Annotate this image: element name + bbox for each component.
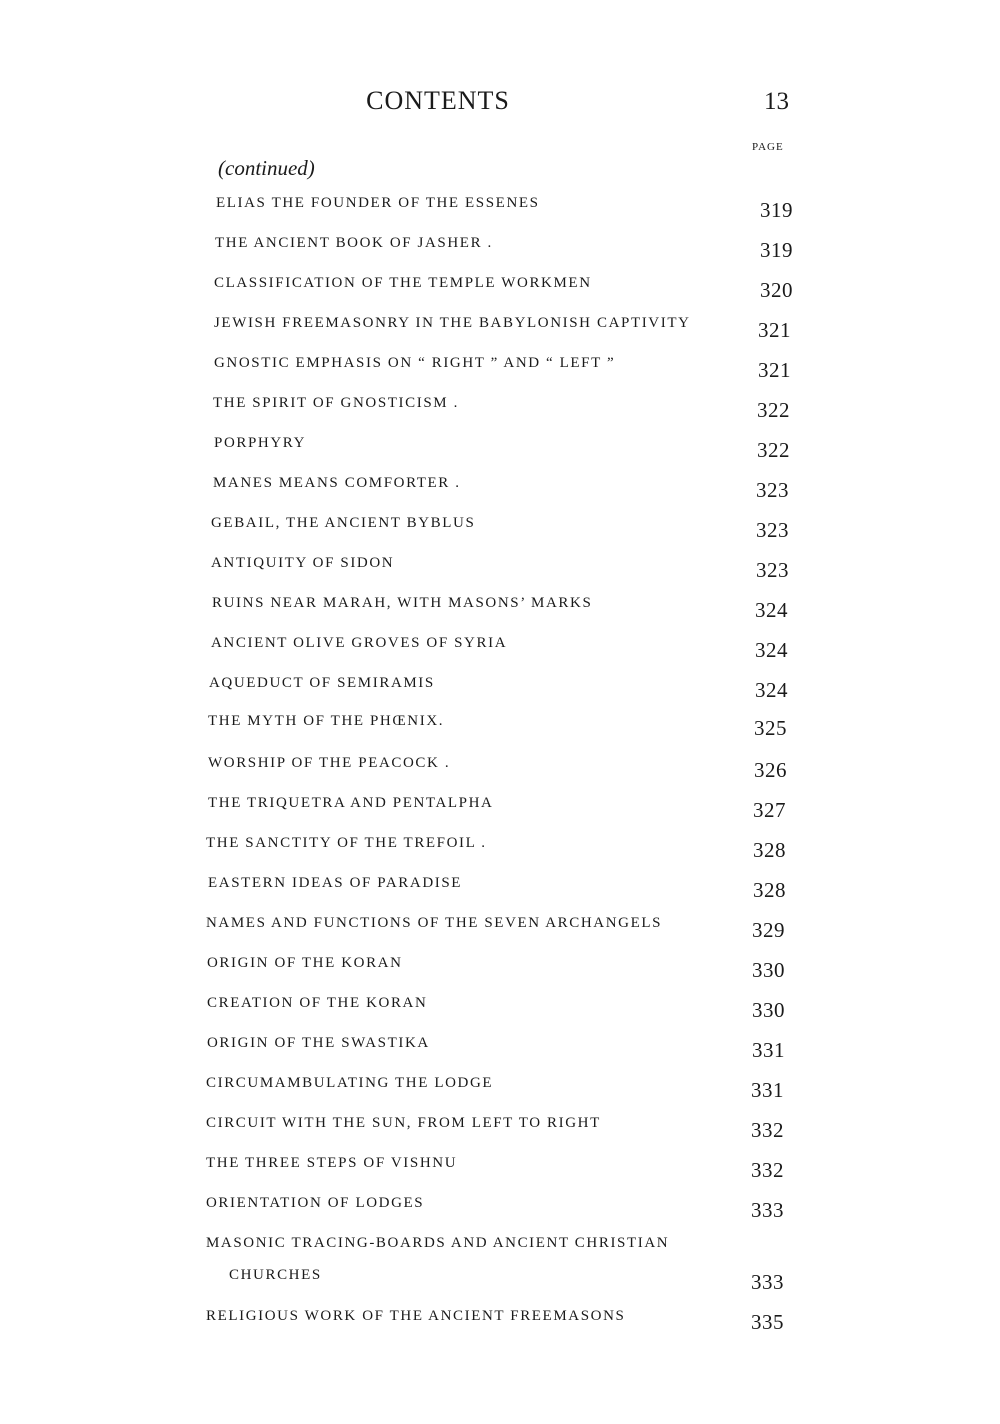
page-number: 13 (764, 88, 789, 115)
entry-page-number: 330 (752, 998, 785, 1022)
entry-title: THE SPIRIT OF GNOSTICISM . (213, 395, 459, 411)
entry-page-number: 323 (756, 558, 789, 582)
entry-title: AQUEDUCT OF SEMIRAMIS (209, 675, 435, 691)
entry-title: THE THREE STEPS OF VISHNU (206, 1155, 458, 1171)
entry-page-number: 331 (752, 1038, 785, 1062)
entry-page-number: 321 (758, 358, 791, 382)
entry-page-number: 324 (755, 638, 788, 662)
entry-title: ORIGIN OF THE KORAN (207, 955, 403, 971)
entry-page-number: 325 (754, 716, 787, 740)
entry-page-number: 324 (755, 678, 788, 702)
entry-title: CREATION OF THE KORAN (207, 995, 428, 1011)
entry-title: ELIAS THE FOUNDER OF THE ESSENES (216, 195, 540, 211)
entry-page-number: 322 (757, 438, 790, 462)
entry-page-number: 333 (751, 1198, 784, 1222)
entry-page-number: 330 (752, 958, 785, 982)
entry-title: WORSHIP OF THE PEACOCK . (208, 755, 451, 771)
entry-page-number: 323 (756, 478, 789, 502)
page-title: CONTENTS (366, 86, 510, 115)
entry-title: MANES MEANS COMFORTER . (213, 475, 461, 491)
entry-page-number: 331 (751, 1078, 784, 1102)
entry-page-number: 333 (751, 1270, 784, 1294)
entry-title: NAMES AND FUNCTIONS OF THE SEVEN ARCHANGELS (206, 915, 663, 931)
entry-title: PORPHYRY (214, 435, 306, 451)
entry-page-number: 328 (753, 878, 786, 902)
entry-title: ANCIENT OLIVE GROVES OF SYRIA (211, 635, 508, 651)
entry-page-number: 332 (751, 1118, 784, 1142)
entry-page-number: 326 (754, 758, 787, 782)
entry-page-number: 328 (753, 838, 786, 862)
entry-title: JEWISH FREEMASONRY IN THE BABYLONISH CAPTIVITY (214, 315, 691, 331)
entry-title-continuation: CHURCHES (229, 1267, 322, 1283)
page-column-label: PAGE (752, 141, 784, 153)
entry-title: ORIENTATION OF LODGES (206, 1195, 425, 1211)
entry-title: THE ANCIENT BOOK OF JASHER . (215, 235, 493, 251)
entry-page-number: 319 (760, 238, 793, 262)
entry-page-number: 321 (758, 318, 791, 342)
entry-title: GEBAIL, THE ANCIENT BYBLUS (211, 515, 476, 531)
entry-page-number: 319 (760, 198, 793, 222)
entry-page-number: 322 (757, 398, 790, 422)
entry-page-number: 320 (760, 278, 793, 302)
entry-title: THE MYTH OF THE PHŒNIX. (208, 713, 445, 729)
continued-label: (continued) (218, 156, 315, 180)
entry-page-number: 329 (752, 918, 785, 942)
entry-page-number: 335 (751, 1310, 784, 1334)
entry-title: THE SANCTITY OF THE TREFOIL . (206, 835, 487, 851)
entry-title: RUINS NEAR MARAH, WITH MASONS’ MARKS (212, 595, 593, 611)
entry-page-number: 324 (755, 598, 788, 622)
entry-title: THE TRIQUETRA AND PENTALPHA (208, 795, 494, 811)
entry-title: GNOSTIC EMPHASIS ON “ RIGHT ” AND “ LEFT ” (214, 355, 616, 371)
entry-title: CIRCUMAMBULATING THE LODGE (206, 1075, 494, 1091)
entry-title: RELIGIOUS WORK OF THE ANCIENT FREEMASONS (206, 1308, 626, 1324)
entry-title: MASONIC TRACING-BOARDS AND ANCIENT CHRISTIAN (206, 1235, 670, 1251)
entry-title: CIRCUIT WITH THE SUN, FROM LEFT TO RIGHT (206, 1115, 601, 1131)
entry-page-number: 323 (756, 518, 789, 542)
entry-title: ORIGIN OF THE SWASTIKA (207, 1035, 430, 1051)
entry-page-number: 327 (753, 798, 786, 822)
entry-title: EASTERN IDEAS OF PARADISE (208, 875, 463, 891)
entry-page-number: 332 (751, 1158, 784, 1182)
entry-title: ANTIQUITY OF SIDON (211, 555, 395, 571)
entry-title: CLASSIFICATION OF THE TEMPLE WORKMEN (214, 275, 592, 291)
